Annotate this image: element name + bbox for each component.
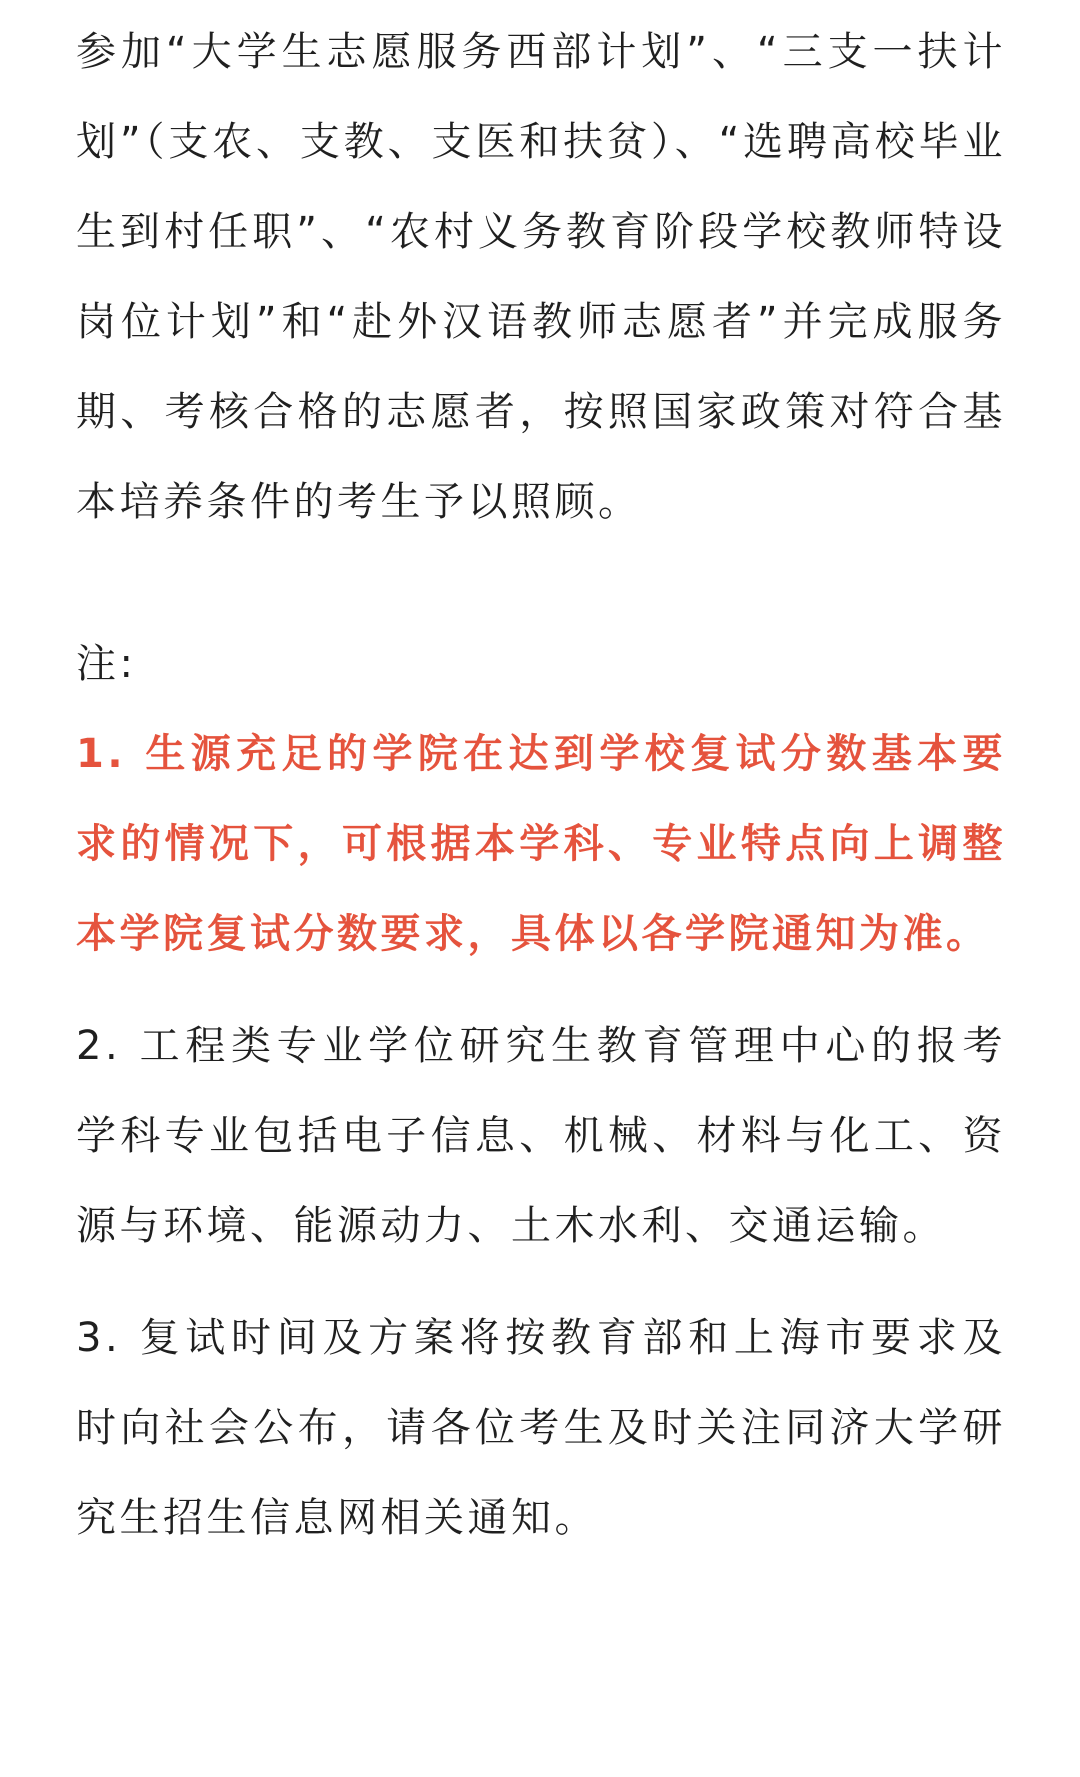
note-item-2: 2. 工程类专业学位研究生教育管理中心的报考学科专业包括电子信息、机械、材料与化工、资源与环境、能源动力、土木水利、交通运输。 — [76, 1023, 1006, 1249]
note-item-1-highlighted: 1. 生源充足的学院在达到学校复试分数基本要求的情况下，可根据本学科、专业特点向上调整本学院复试分数要求，具体以各学院通知为准。 — [76, 731, 1006, 957]
note-item-3: 3. 复试时间及方案将按教育部和上海市要求及时向社会公布，请各位考生及时关注同济大学研究生招生信息网相关通知。 — [76, 1315, 1006, 1541]
intro-paragraph: 参加“大学生志愿服务西部计划”、“三支一扶计划”（支农、支教、支医和扶贫）、“选聘高校毕业生到村任职”、“农村义务教育阶段学校教师特设岗位计划”和“赴外汉语教师志愿者”并完成服务期、考核合格的志愿者，按照国家政策对符合基本培养条件的考生予以照顾。 — [76, 29, 1006, 525]
note-label: 注: — [76, 641, 137, 687]
